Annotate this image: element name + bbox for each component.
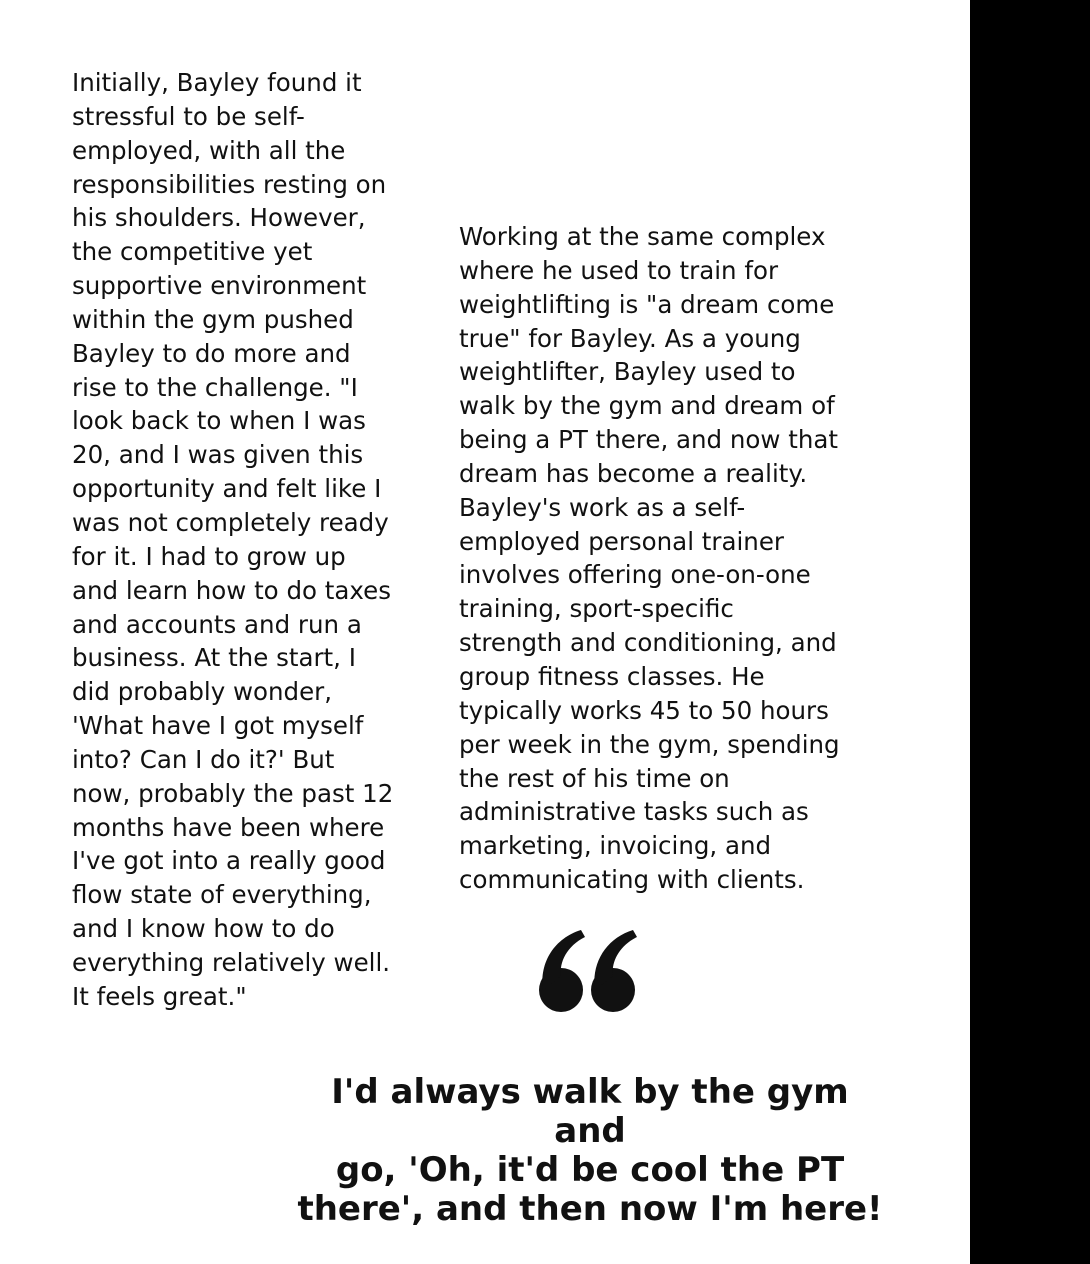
text-line: opportunity and felt like I <box>72 474 382 504</box>
text-line: did probably wonder, <box>72 677 333 707</box>
text-line: responsibilities resting on <box>72 169 387 199</box>
pull-quote-line: go, 'Oh, it'd be cool the PT <box>335 1150 845 1190</box>
text-line: for it. I had to grow up <box>72 541 346 571</box>
text-line: the rest of his time on <box>459 763 730 793</box>
text-line: marketing, invoicing, and <box>459 831 772 861</box>
text-line: where he used to train for <box>459 255 779 285</box>
text-line: involves offering one-on-one <box>459 560 811 590</box>
text-line: strength and conditioning, and <box>459 628 837 658</box>
text-line: months have been where <box>72 812 385 842</box>
text-line: Bayley to do more and <box>72 338 351 368</box>
pull-quote-line: there', and then now I'm here! <box>297 1189 883 1229</box>
text-line: Working at the same complex <box>459 222 826 251</box>
text-line: supportive environment <box>72 271 367 301</box>
text-line: the competitive yet <box>72 237 313 267</box>
text-line: flow state of everything, <box>72 880 372 910</box>
text-line: communicating with clients. <box>459 865 805 895</box>
text-line: everything relatively well. <box>72 947 391 977</box>
text-line: employed, with all the <box>72 135 346 165</box>
text-line: training, sport-specific <box>459 594 734 624</box>
text-line: and I know how to do <box>72 914 335 944</box>
text-line: business. At the start, I <box>72 643 356 673</box>
text-line: true" for Bayley. As a young <box>459 323 801 353</box>
text-line: look back to when I was <box>72 406 366 436</box>
text-line: and accounts and run a <box>72 609 362 639</box>
text-line: and learn how to do taxes <box>72 575 391 605</box>
text-line: walk by the gym and dream of <box>459 391 835 421</box>
text-line: being a PT there, and now that <box>459 425 838 455</box>
article-right-column <box>459 220 864 897</box>
text-line: 20, and I was given this <box>72 440 364 470</box>
text-line: group fitness classes. He <box>459 661 765 691</box>
text-line: I've got into a really good <box>72 846 386 876</box>
quote-mark-icon <box>533 920 643 1030</box>
text-line: stressful to be self- <box>72 101 305 131</box>
text-line: administrative tasks such as <box>459 797 809 827</box>
text-line: typically works 45 to 50 hours <box>459 695 829 725</box>
text-line: was not completely ready <box>72 507 389 537</box>
text-line: Bayley's work as a self- <box>459 492 746 522</box>
text-line: dream has become a reality. <box>459 458 808 488</box>
text-line: into? Can I do it?' But <box>72 744 335 774</box>
text-line: employed personal trainer <box>459 526 784 556</box>
text-line: now, probably the past 12 <box>72 778 394 808</box>
text-line: Initially, Bayley found it <box>72 68 362 97</box>
text-line: within the gym pushed <box>72 304 354 334</box>
text-line: 'What have I got myself <box>72 711 364 741</box>
text-line: his shoulders. However, <box>72 203 366 233</box>
pull-quote-line: I'd always walk by the gym and <box>331 1072 849 1151</box>
text-line: It feels great." <box>72 981 247 1011</box>
article-left-column <box>72 66 417 1014</box>
pull-quote <box>290 1073 890 1229</box>
text-line: weightlifting is "a dream come <box>459 289 835 319</box>
text-line: weightlifter, Bayley used to <box>459 357 796 387</box>
text-line: per week in the gym, spending <box>459 729 840 759</box>
text-line: rise to the challenge. "I <box>72 372 358 402</box>
side-bar <box>970 0 1090 1264</box>
